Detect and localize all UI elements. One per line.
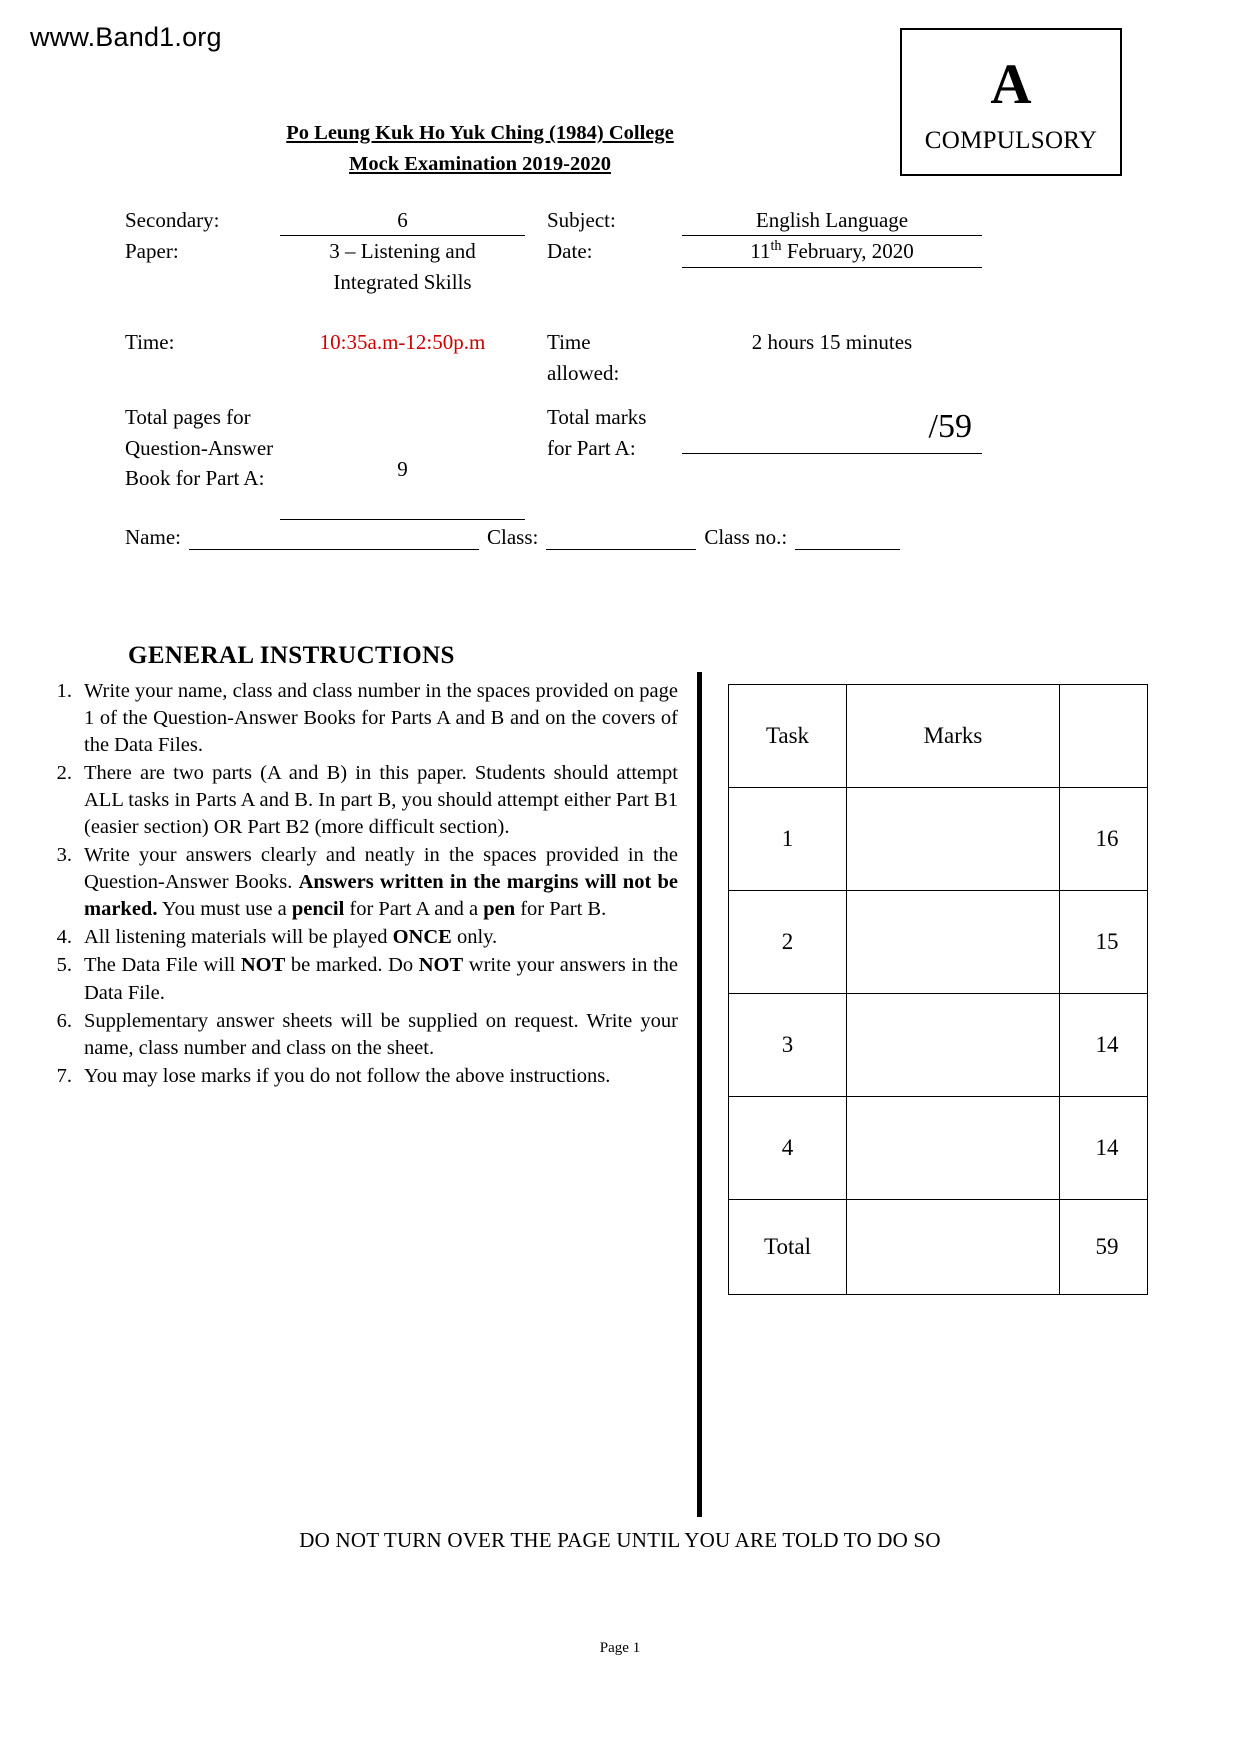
subject-label: Subject: [547,208,616,232]
compulsory-label: COMPULSORY [924,127,1098,154]
secondary-value: 6 [280,205,525,236]
date-value: 11th February, 2020 [682,236,982,267]
instruction-number: 4. [56,926,72,949]
instruction-item [38,924,678,951]
marks-table [728,684,1148,1295]
secondary-label: Secondary: [125,208,220,232]
do-not-turn-notice: DO NOT TURN OVER THE PAGE UNTIL YOU ARE TOLD TO DO SO [299,1528,941,1552]
name-input[interactable] [189,529,479,550]
task-number: 3 [729,994,847,1097]
marks-total: 15 [1060,891,1148,994]
marks-total: 16 [1060,788,1148,891]
general-instructions-list [38,678,678,1091]
header-task: Task [729,685,847,788]
marks-awarded[interactable] [847,994,1060,1097]
total-pages-value-wrap [280,402,525,519]
total-marks-value-wrap [682,402,982,454]
instruction-text: The Data File will NOT be marked. Do NOT write your answers in the Data File. [84,954,678,1004]
total-pages-label-line2: Question-Answer [125,435,274,460]
time-value: 10:35a.m-12:50p.m [319,330,486,355]
time-allowed-label-line1: Time [547,330,591,355]
total-pages-label-line3: Book for Part A: [125,466,265,491]
general-instructions-title: GENERAL INSTRUCTIONS [128,642,455,669]
marks-total: 14 [1060,994,1148,1097]
time-allowed-value-wrap [682,327,982,357]
site-watermark: www.Band1.org [30,22,222,52]
task-number: 4 [729,1097,847,1200]
table-row [729,891,1148,994]
row-paper-date [125,236,1045,297]
row-totals [125,402,1045,519]
task-number: 1 [729,788,847,891]
marks-total: 14 [1060,1097,1148,1200]
instruction-text: Write your name, class and class number in the spaces provided on page 1 of the Question-Answer Books for Parts A and B and on the covers of the Data Files. [84,680,678,757]
header-marks: Marks [847,685,1060,788]
instruction-text: Supplementary answer sheets will be supplied on request. Write your name, class number and class on the sheet. [84,1009,678,1059]
instruction-number: 3. [56,844,72,867]
table-row [729,1097,1148,1200]
vertical-divider [697,672,702,1517]
time-allowed-value: 2 hours 15 minutes [751,330,913,355]
task-number: 2 [729,891,847,994]
time-allowed-label-line2: allowed: [547,360,620,385]
instruction-number: 2. [56,762,72,785]
marks-awarded[interactable] [847,1200,1060,1295]
instruction-item [38,760,678,841]
table-row [729,788,1148,891]
class-label: Class: [486,525,539,549]
total-marks-label [525,402,682,463]
instruction-item [38,678,678,759]
class-no-input[interactable] [795,529,900,550]
total-pages-value: 9 [397,457,408,482]
candidate-info-row [125,525,1085,550]
class-input[interactable] [546,529,696,550]
total-marks-label-line2: for Part A: [547,435,636,460]
instruction-number: 1. [56,680,72,702]
row-time [125,327,1045,388]
marks-total: 59 [1060,1200,1148,1295]
table-row-total [729,1200,1148,1295]
instruction-item [38,1008,678,1062]
paper-value-line1: 3 – Listening and [329,239,476,264]
instruction-item [38,1063,678,1090]
total-marks-label-line1: Total marks [547,405,647,430]
total-pages-label [125,402,280,493]
row-secondary-subject [125,205,1045,236]
instruction-number: 6. [56,1009,72,1032]
header-total-spacer [1060,685,1148,788]
name-label: Name: [125,525,181,549]
marks-awarded[interactable] [847,788,1060,891]
exam-name: Mock Examination 2019-2020 [349,152,611,175]
paper-value [280,236,525,297]
school-name: Po Leung Kuk Ho Yuk Ching (1984) College [286,122,674,144]
instruction-item [38,842,678,923]
paper-letter: A [990,53,1032,116]
total-pages-label-line1: Total pages for [125,405,251,430]
time-label: Time: [125,330,175,355]
table-row [729,994,1148,1097]
instruction-text: All listening materials will be played ONCE only. [84,926,498,949]
class-no-label: Class no.: [704,525,788,549]
spacer-1 [125,297,1045,327]
instruction-item [38,952,678,1006]
paper-label: Paper: [125,239,179,264]
instruction-text: You may lose marks if you do not follow the above instructions. [84,1064,611,1087]
date-label: Date: [547,239,593,264]
instruction-text: There are two parts (A and B) in this paper. Students should attempt ALL tasks in Parts A and B. In part B, you should attempt either Part B1 (easier section) OR Part B2 (more difficult section). [84,762,678,839]
marks-awarded[interactable] [847,891,1060,994]
marks-awarded[interactable] [847,1097,1060,1200]
exam-info-block [125,205,1045,520]
paper-value-line2: Integrated Skills [333,269,472,294]
instruction-text: Write your answers clearly and neatly in the spaces provided in the Question-Answer Books. Answers written in the margins will not be marked. You must use a pencil for Part A and a pen for Part B. [84,844,678,921]
exam-title [0,118,1240,180]
instruction-number: 7. [56,1064,72,1087]
subject-value: English Language [682,205,982,236]
total-marks-value: /59 [928,408,972,446]
time-allowed-label [525,327,682,388]
task-number: Total [729,1200,847,1295]
page-number: Page 1 [599,1640,641,1656]
instruction-number: 5. [56,954,72,977]
table-header-row [729,685,1148,788]
